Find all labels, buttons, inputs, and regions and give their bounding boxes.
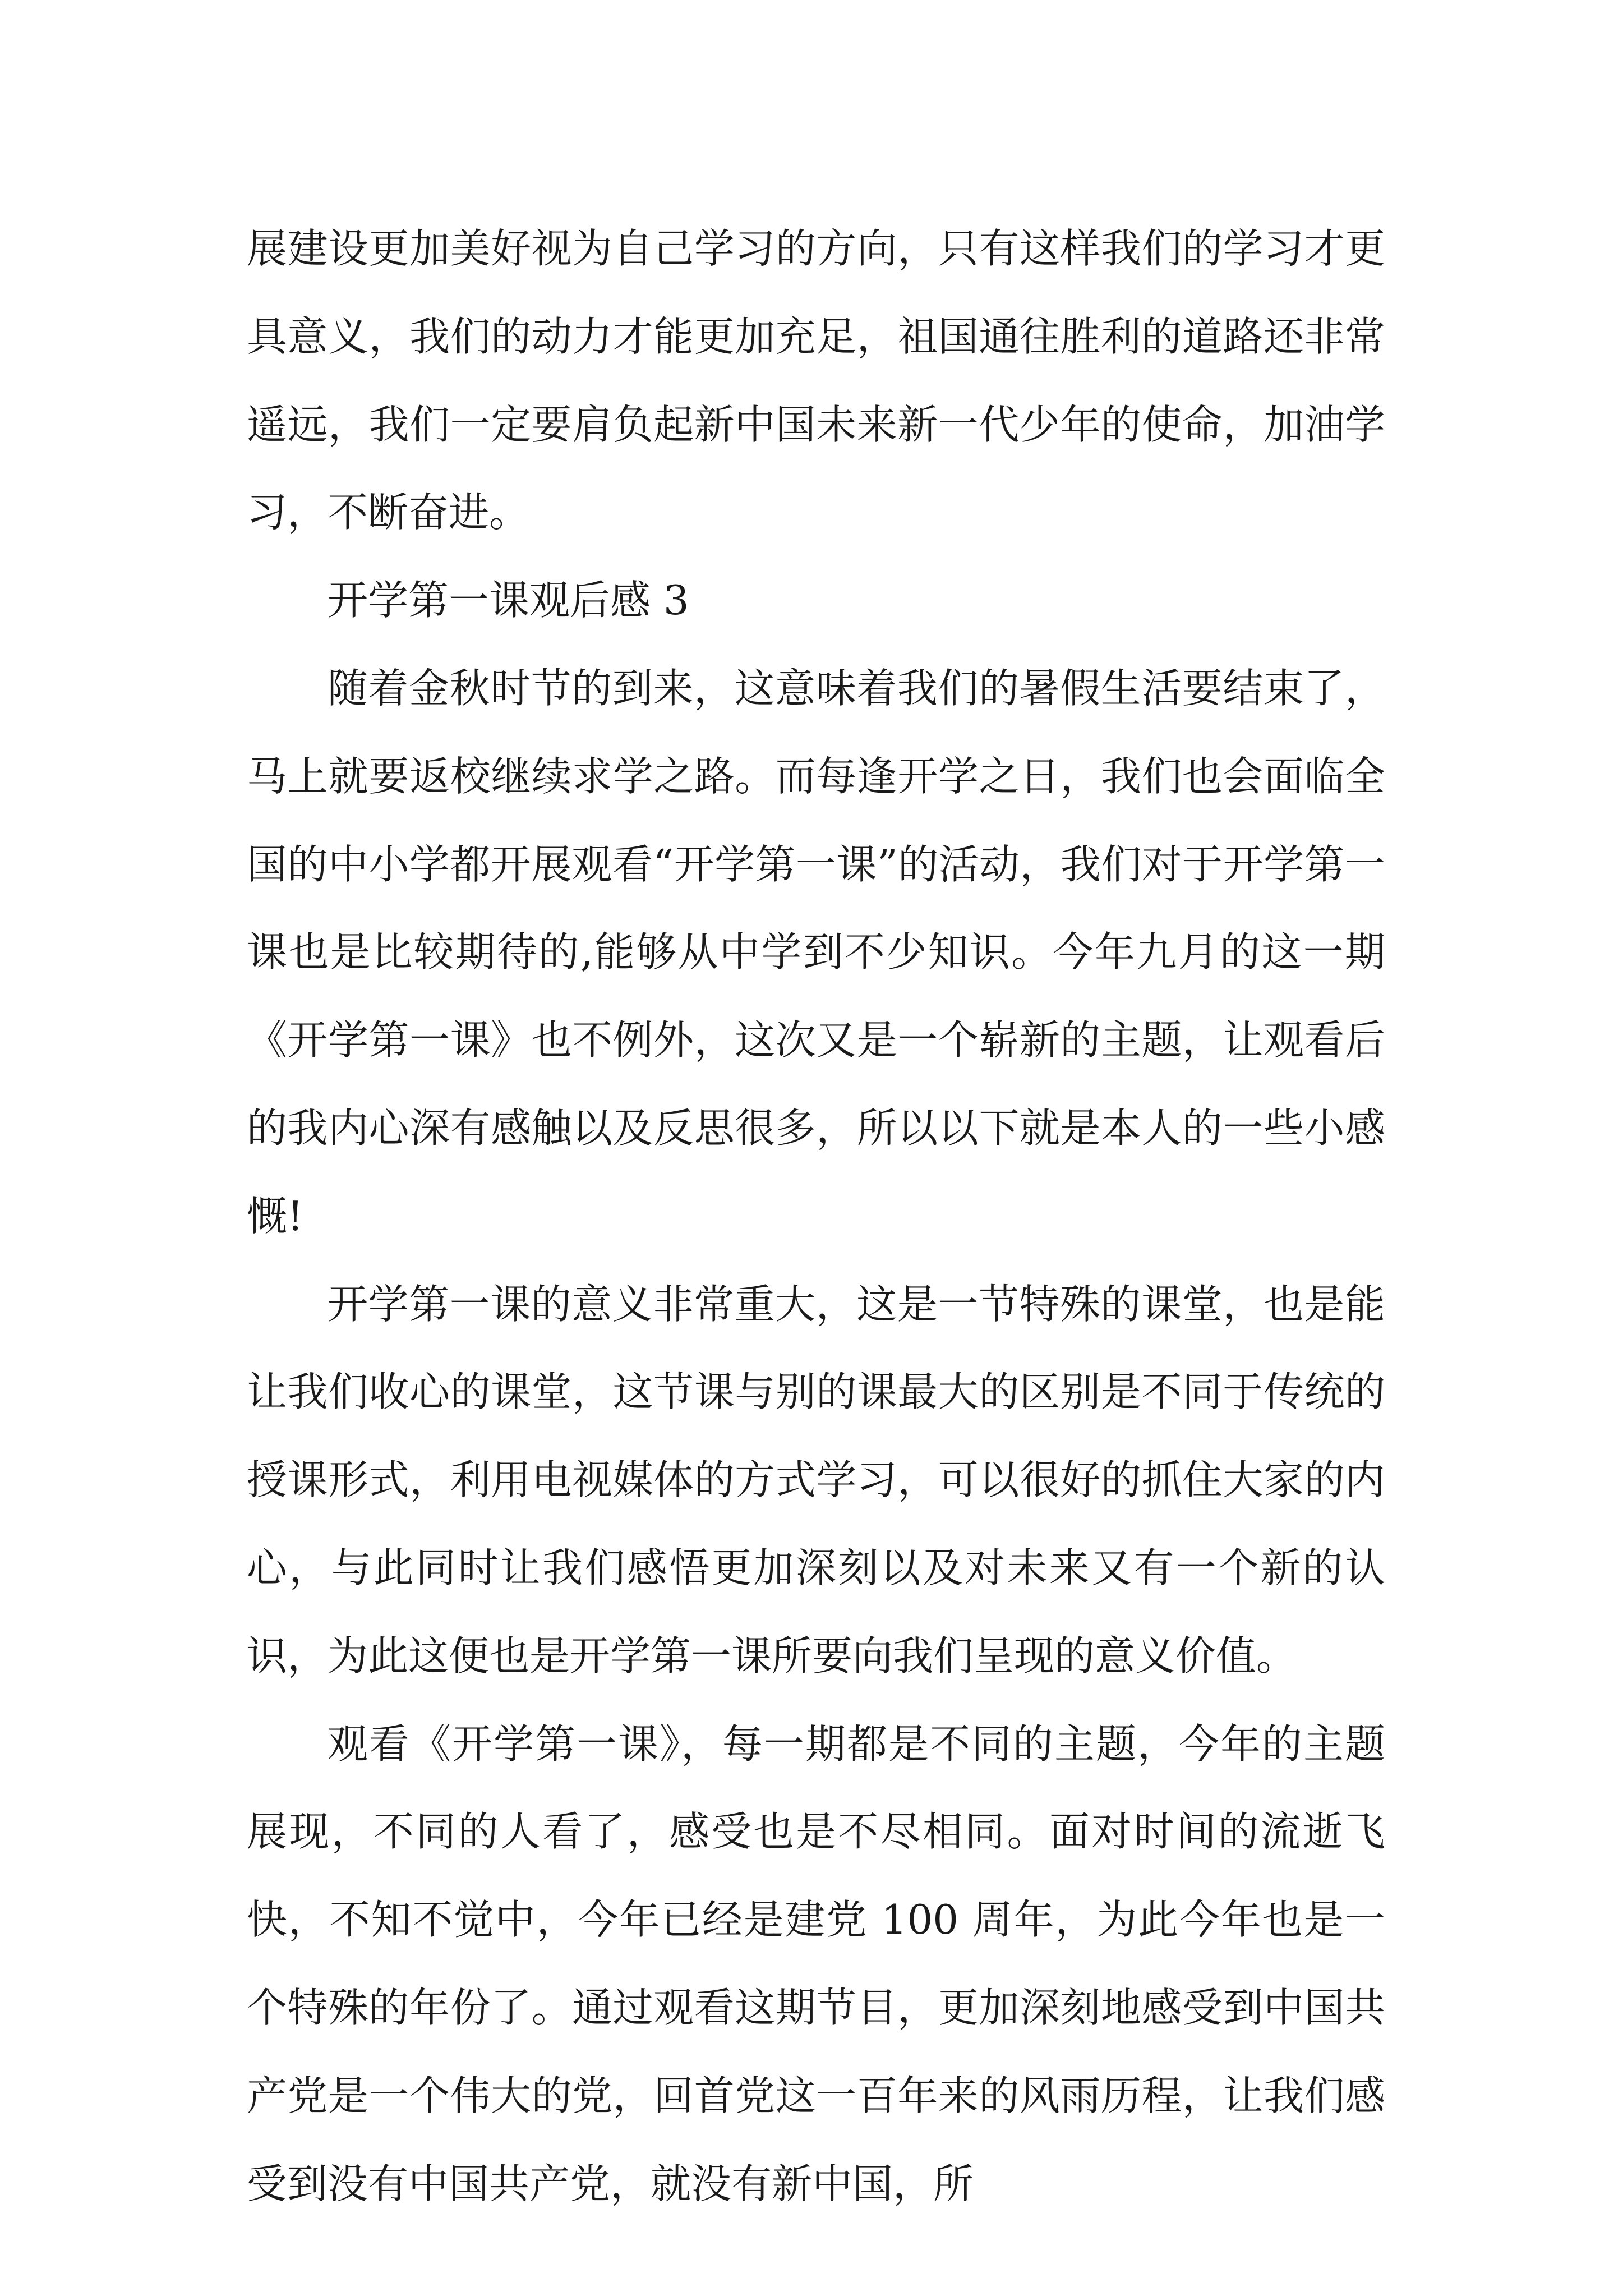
paragraph-continuation: 展建设更加美好视为自己学习的方向，只有这样我们的学习才更具意义，我们的动力才能更加充足，祖国通往胜利的道路还非常遥远，我们一定要肩负起新中国未来新一代少年的使命，加油学习，不断奋进。 [247,225,1385,536]
section-heading: 开学第一课观后感 3 [328,577,689,624]
document-body [247,205,1385,2228]
paragraph: 观看《开学第一课》，每一期都是不同的主题，今年的主题展现，不同的人看了，感受也是不尽相同。面对时间的流逝飞快，不知不觉中，今年已经是建党 100 周年，为此今年也是一个特殊的年份了。通过观看这期节目，更加深刻地感受到中国共产党是一个伟大的党，回首党这一百年来的风雨历程，让我们感受到没有中国共产党，就没有新中国，所 [247,1720,1385,2207]
paragraph: 开学第一课的意义非常重大，这是一节特殊的课堂，也是能让我们收心的课堂，这节课与别的课最大的区别是不同于传统的授课形式，利用电视媒体的方式学习，可以很好的抓住大家的内心，与此同时让我们感悟更加深刻以及对未来又有一个新的认识，为此这便也是开学第一课所要向我们呈现的意义价值。 [247,1280,1385,1680]
paragraph: 随着金秋时节的到来，这意味着我们的暑假生活要结束了，马上就要返校继续求学之路。而每逢开学之日，我们也会面临全国的中小学都开展观看“开学第一课”的活动，我们对于开学第一课也是比较期待的,能够从中学到不少知识。今年九月的这一期《开学第一课》也不例外，这次又是一个崭新的主题，让观看后的我内心深有感触以及反思很多，所以以下就是本人的一些小感慨! [247,664,1385,1240]
